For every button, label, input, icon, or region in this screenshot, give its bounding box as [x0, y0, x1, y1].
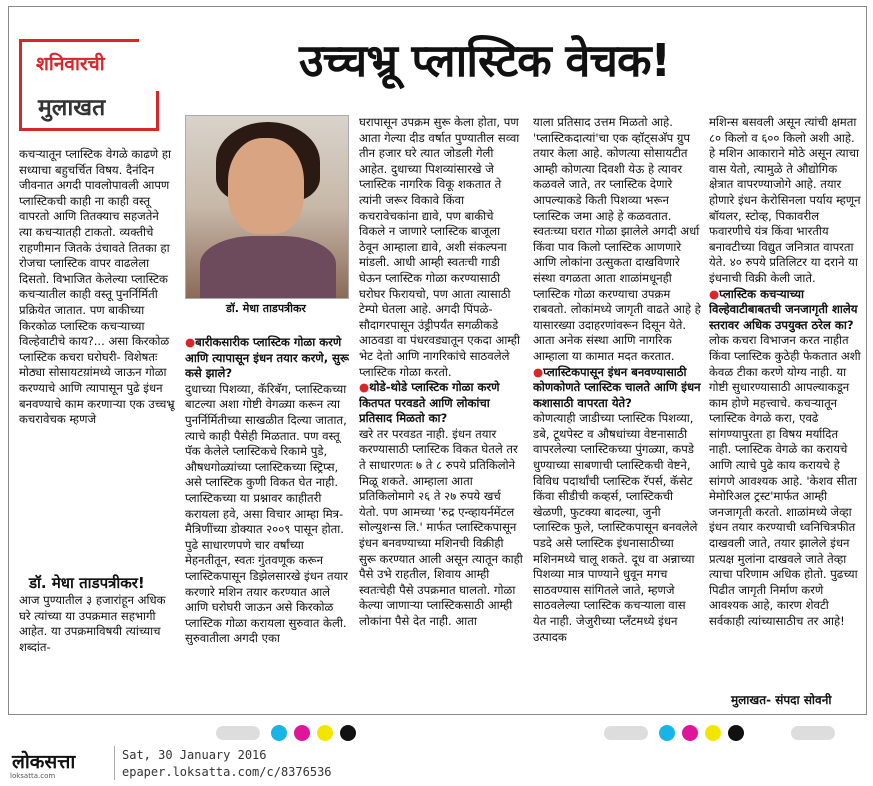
question-4: प्लास्टिक कचऱ्याच्या विल्हेवाटीबाबतची जनजागृती शालेय स्तरावर अधिक उपयुक्त ठरेल का?: [709, 286, 858, 332]
column-3: [359, 115, 523, 707]
headline: उच्चभ्रू प्लास्टिक वेचक!: [299, 34, 671, 87]
saturday-interview-badge: [19, 39, 159, 131]
yellow-dot: [317, 725, 333, 741]
reg-bar: [216, 726, 260, 740]
answer-2: खरे तर परवडत नाही. इंधन तयार करण्यासाठी प्लास्टिक विकत घेतले तर ते साधारणतः ७ ते ८ रुपये प्रतिकिलोने मिळू शकते. आम्हाला आता प्रतिकिलोमागे २६ ते २७ रुपये खर्च येतो. पण आमच्या 'रुद्र एन्व्हायर्नमेंटल सोल्युशन्स लि.' मार्फत प्लास्टिकपासून इंधन बनवण्याच्या मशिनची विक्रीही सुरू करण्यात आली असून त्यातून काही पैसे उभे राहतील, शिवाय आम्ही स्वतःचेही पैसे उपक्रमात घालतो. गोळा केल्या जाणाऱ्या प्लास्टिकसाठी आम्ही लोकांना पैसे देत नाही. आता: [359, 426, 523, 628]
column-3-text: घरापासून उपक्रम सुरू केला होता, पण आता गेल्या दीड वर्षात पुण्यातील सव्वा तीन हजार घरे त्यात जोडली गेली आहेत. दुधाच्या पिशव्यांसारखे जे प्लास्टिक नागरिक विकू शकतात ते त्यांनी जरूर विकावे किंवा कचरावेचकांना द्यावे, पण बाकीचे विकले न जाणारे प्लास्टिक बाजूला ठेवून आम्हाला द्यावे, अशी संकल्पना मांडली. आधी आम्ही स्वतःची गाडी घेऊन प्लास्टिक गोळा करण्यासाठी घरोघर फिरायचो, पण आता त्यासाठी टेम्पो घेतला आहे. अगदी पिंपळे-सौदागरपासून उंड्रीपर्यंत सगळीकडे आठवडा वा पंधरवड्यातून एकदा आम्ही भेट देतो आणि नागरिकांचे साठवलेले प्लास्टिक गोळा करतो.: [359, 115, 520, 379]
question-1: बारीकसारीक प्लास्टिक गोळा करणे आणि त्यापासून इंधन तयार करणे, सुरू कसे झाले?: [185, 335, 349, 381]
bullet-icon: ●: [533, 364, 544, 379]
cyan-dot: [271, 725, 287, 741]
registration-marks-left: [216, 725, 358, 743]
intro-end-paragraph: आज पुण्यातील ३ हजारांहून अधिक घरे त्यांच्या या उपक्रमात सहभागी आहेत. या उपक्रमाविषयी त्यांच्याच शब्दांत-: [19, 593, 166, 654]
bullet-icon: ●: [185, 335, 196, 349]
interviewee-name: डॉ. मेधा ताडपत्रीकर!: [29, 574, 145, 592]
question-3: प्लास्टिकपासून इंधन बनवण्यासाठी कोणकोणते प्लास्टिक चालते आणि इंधन कशासाठी वापरता येते?: [533, 364, 701, 410]
magenta-dot: [294, 725, 310, 741]
intro-paragraph: कचऱ्यातून प्लास्टिक वेगळे काढणे हा सध्याचा बहुचर्चित विषय. दैनंदिन जीवनात अगदी पावलोपावली आपण प्लास्टिकची काही ना काही वस्तू वापरतो आणि तितक्याच सहजतेने त्या कचऱ्यातही टाकतो. व्यक्तीचे राहणीमान जितके उंचावते तितका हा रोजचा प्लास्टिक वापर वाढलेला दिसतो. विभाजित केलेल्या प्लास्टिक कचऱ्यातील काही वस्तू पुनर्निर्मिती प्रक्रियेत जातात. पण बाकीच्या किरकोळ प्लास्टिक कचऱ्याच्या विल्हेवाटीचे काय?... असा किरकोळ प्लास्टिक कचरा घरोघरी- विशेषतः मोठ्या सोसायटय़ांमध्ये जाऊन गोळा करण्याचे आणि त्यापासून पुढे इंधन बनवण्याचे काम करणाऱ्या एक उच्चभ्रू कचरावेचक म्हणजे: [19, 147, 175, 427]
reg-bar: [604, 726, 648, 740]
loksatta-logo: लोकसत्ता: [12, 751, 76, 773]
edition-date: Sat, 30 January 2016: [122, 748, 267, 762]
column-5: [709, 115, 861, 687]
badge-bottom-text: मुलाखत: [38, 95, 106, 121]
photo-caption: डॉ. मेधा ताडपत्रीकर: [226, 302, 306, 315]
photo-body: [200, 236, 336, 299]
registration-marks-right: [604, 725, 841, 743]
answer-4: लोक कचरा विभाजन करत नाहीत किंवा प्लास्टिक कुठेही फेकतात अशी केवळ टीका करणे योग्य नाही. या गोष्टी सुधारण्यासाठी आपल्याकडून काम होणे महत्त्वाचे. कचऱ्यातून प्लास्टिक वेगळे करा, एवढे सांगण्यापुरता हा विषय मर्यादित नाही. प्लास्टिक वेगळे का करायचे आणि त्याचे पुढे काय करायचे हे सांगणे आवश्यक आहे. 'केशव सीता मेमोरिअल ट्रस्ट'मार्फत आम्ही जनजागृती करतो. शाळांमध्ये जेव्हा इंधन तयार करण्याची ध्वनिचित्रफीत दाखवली जाते, तयार झालेले इंधन प्रत्यक्ष मुलांना दाखवले जाते तेव्हा त्याचा परिणाम अधिक होतो. पुढच्या पिढीत जागृती निर्माण करणे आवश्यक आहे, कारण शेवटी सर्वकाही त्यांच्यासाठीच तर आहे!: [709, 333, 861, 628]
byline: मुलाखत- संपदा सोवनी: [731, 693, 832, 707]
photo-face: [228, 138, 304, 234]
bullet-icon: ●: [359, 380, 370, 395]
yellow-dot: [705, 725, 721, 741]
bullet-icon: ●: [709, 286, 720, 301]
badge-ribbon: [139, 39, 159, 91]
loksatta-logo-subtext: loksatta.com: [10, 772, 56, 780]
magenta-dot: [682, 725, 698, 741]
portrait-photo: [185, 115, 349, 299]
black-dot: [728, 725, 744, 741]
question-2: थोडे-थोडे प्लास्टिक गोळा करणे कितपत परवडते आणि लोकांचा प्रतिसाद मिळतो का?: [359, 380, 500, 426]
epaper-link[interactable]: epaper.loksatta.com/c/8376536: [122, 765, 332, 779]
cyan-dot: [659, 725, 675, 741]
column-5-text: मशिन्स बसवली असून त्यांची क्षमता ८० किलो व ६०० किलो अशी आहे. हे मशिन आकाराने मोठे असून त्याचा वास येतो, त्यामुळे ते औद्योगिक क्षेत्रात वापरण्याजोगे आहे. तयार होणारे इंधन केरोसिनला पर्याय म्हणून बॉयलर, स्टोव्ह, पिकावरील फवारणीचे यंत्र किंवा भारतीय बनावटीच्या विद्युत जनित्रात वापरता येते. ४० रुपये प्रतिलिटर या दराने या इंधनाची विक्री केली जाते.: [709, 115, 861, 285]
reg-bar: [791, 726, 835, 740]
answer-1: दुधाच्या पिशव्या, कॅरिबॅग, प्लास्टिकच्या बाटल्या अशा गोष्टी वेगळ्या करून त्या पुनर्निर्मितीच्या साखळीत दिल्या जातात, त्याचे काही पैसेही मिळतात. पण वस्तू पॅक केलेले प्लास्टिकचे रिकामे पुडे, औषधगोळ्यांच्या प्लास्टिकच्या स्ट्रिप्स, असे प्लास्टिक कुणी विकत घेत नाही. प्लास्टिकच्या या प्रश्नावर काहीतरी करायला हवे, असा विचार आम्हा मित्र-मैत्रिणींच्या डोक्यात २००९ पासून होता. पुढे साधारणपणे चार वर्षांच्या मेहनतीतून, स्वतः गुंतवणूक करून प्लास्टिकपासून डिझेलसारखे इंधन तयार करणारे मशिन तयार करण्यात आले आणि घरोघरी जाऊन असे किरकोळ प्लास्टिक गोळा करायला सुरुवात केली. सुरुवातीला अगदी एका: [185, 381, 349, 646]
badge-top-text: शनिवारची: [36, 53, 105, 75]
column-4-text: याला प्रतिसाद उत्तम मिळतो आहे. 'प्लास्टिकदात्यां'चा एक व्हॉट्सअ‍ॅप ग्रुप तयार केला आहे. कोणत्या सोसायटीत आम्ही कोणत्या दिवशी येऊ हे त्यावर कळवले जाते, तर प्लास्टिक देणारे आपल्याकडे किती पिशव्या भरून प्लास्टिक जमा आहे हे कळवतात. स्वतःच्या घरात गोळा झालेले अगदी अर्धा किंवा पाव किलो प्लास्टिक आणणारे आणि लोकांना उत्सुकता दाखविणारे संस्था वगळता आता शाळांमधूनही प्लास्टिक गोळा करण्याचा उपक्रम राबवतो. लोकांमध्ये जागृती वाढते आहे हे यासारख्या उदाहरणांवरून दिसून येते. आता अनेक संस्था आणि नागरिक आम्हाला या कामात मदत करतात.: [533, 115, 701, 363]
column-2: [185, 335, 349, 707]
black-dot: [340, 725, 356, 741]
answer-3: कोणत्याही जाडीच्या प्लास्टिक पिशव्या, डबे, टूथपेस्ट व औषधांच्या वेष्टनासाठी वापरलेल्या प्लास्टिकच्या पुंगळ्या, कपडे धुण्याच्या साबणाची प्लास्टिकची वेष्टने, विविध पदार्थांची प्लास्टिक रॅपर्स, कॅसेट किंवा सीडीची कव्हर्स, प्लास्टिकची खेळणी, फुटक्या बादल्या, जुनी प्लास्टिक फुले, प्लास्टिकपासून बनवलेले पडदे असे प्लास्टिक इंधनासाठीच्या मशिनमध्ये चालू शकते. दूध वा अन्नाच्या पिशव्या मात्र पाण्याने धुवून मगच साठवण्यास सांगितले जाते, म्हणजे साठवलेल्या प्लास्टिक कचऱ्याला वास येत नाही. जेजुरीच्या प्लॅंटमध्ये इंधन उत्पादक: [533, 411, 698, 644]
column-1-end: [19, 593, 175, 673]
column-4: [533, 115, 701, 707]
footer-divider: [114, 746, 115, 780]
article-clipping: [8, 6, 867, 715]
